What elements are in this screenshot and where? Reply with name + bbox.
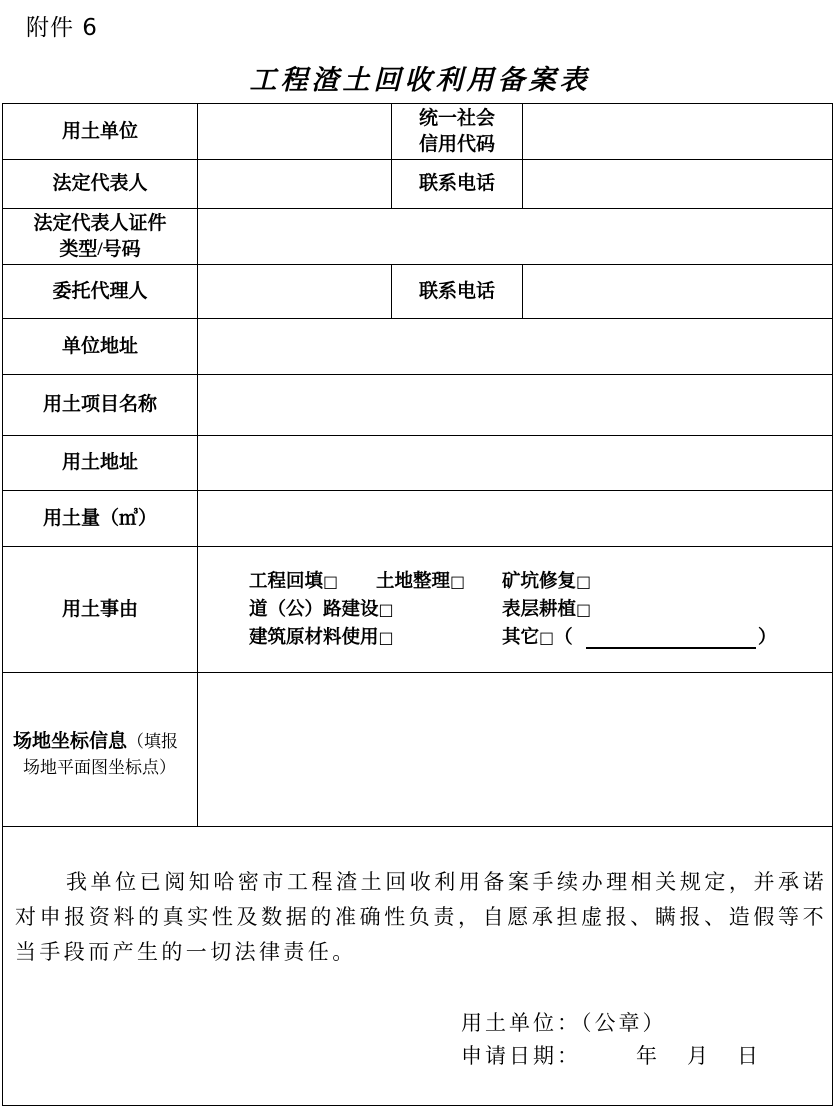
row-coordinates xyxy=(3,673,833,827)
seal-label: 用土单位：（公章） xyxy=(461,1010,667,1035)
option-building-material[interactable]: 建筑原材料使用□ xyxy=(249,627,394,648)
label-project-name: 用土项目名称 xyxy=(3,375,198,436)
field-agent-phone[interactable] xyxy=(523,265,833,319)
label-soil-address: 用土地址 xyxy=(3,436,198,491)
date-day-label: 日 xyxy=(737,1043,761,1068)
label-credit-code xyxy=(392,104,523,160)
label-coordinates-title: 场地坐标信息 xyxy=(13,730,128,752)
field-coordinates[interactable] xyxy=(198,673,833,827)
label-soil-user-unit: 用土单位 xyxy=(3,104,198,160)
field-unit-address[interactable] xyxy=(198,319,833,375)
label-legal-rep-id xyxy=(3,209,198,265)
label-legal-rep: 法定代表人 xyxy=(3,160,198,209)
label-reason: 用土事由 xyxy=(3,547,198,673)
checkbox-mine-pit-repair[interactable]: □ xyxy=(576,571,592,591)
declaration-text: 我单位已阅知哈密市工程渣土回收利用备案手续办理相关规定，并承诺对申报资料的真实性及数据的准确性负责，自愿承担虚报、瞒报、造假等不当手段而产生的一切法律责任。 xyxy=(15,869,827,964)
date-month-label: 月 xyxy=(687,1043,711,1068)
label-soil-volume: 用土量（㎥） xyxy=(3,491,198,547)
option-topsoil-planting[interactable]: 表层耕植□ xyxy=(502,599,592,620)
date-year-label: 年 xyxy=(636,1043,660,1068)
row-agent xyxy=(3,265,833,319)
field-legal-rep-phone[interactable] xyxy=(523,160,833,209)
label-legal-rep-id-line1: 法定代表人证件 xyxy=(33,212,167,234)
label-coordinates-note1: （填报 xyxy=(127,731,179,751)
checkbox-other[interactable]: □ xyxy=(539,627,555,647)
row-legal-rep xyxy=(3,160,833,209)
label-unit-address: 单位地址 xyxy=(3,319,198,375)
option-mine-pit-repair[interactable]: 矿坑修复□ xyxy=(502,571,592,592)
field-project-name[interactable] xyxy=(198,375,833,436)
document-title: 工程渣土回收利用备案表 xyxy=(249,65,591,96)
field-soil-user-unit[interactable] xyxy=(198,104,392,160)
option-land-consolidation[interactable]: 土地整理□ xyxy=(376,571,466,592)
declaration-cell xyxy=(3,827,833,1106)
row-legal-rep-id xyxy=(3,209,833,265)
checkbox-backfill[interactable]: □ xyxy=(323,571,339,591)
checkbox-road-construction[interactable]: □ xyxy=(378,599,394,619)
date-label: 申请日期： xyxy=(461,1043,581,1068)
other-open-paren: （ xyxy=(554,627,573,648)
field-credit-code[interactable] xyxy=(523,104,833,160)
option-backfill[interactable]: 工程回填□ xyxy=(249,571,339,592)
filing-form-table xyxy=(2,103,833,1106)
row-unit-address xyxy=(3,319,833,375)
field-legal-rep[interactable] xyxy=(198,160,392,209)
reason-options-cell xyxy=(198,547,833,673)
label-agent: 委托代理人 xyxy=(3,265,198,319)
checkbox-land-consolidation[interactable]: □ xyxy=(450,571,466,591)
label-legal-rep-phone: 联系电话 xyxy=(392,160,523,209)
label-coordinates xyxy=(3,673,198,827)
row-soil-user-unit xyxy=(3,104,833,160)
field-soil-address[interactable] xyxy=(198,436,833,491)
option-road-construction[interactable]: 道（公）路建设□ xyxy=(249,599,394,620)
row-project-name xyxy=(3,375,833,436)
checkbox-building-material[interactable]: □ xyxy=(378,627,394,647)
option-other[interactable]: 其它□（ xyxy=(502,627,573,648)
label-credit-code-line2: 信用代码 xyxy=(418,133,495,155)
label-legal-rep-id-line2: 类型/号码 xyxy=(59,238,141,260)
label-agent-phone: 联系电话 xyxy=(392,265,523,319)
attachment-label: 附件 6 xyxy=(26,15,98,41)
label-coordinates-line1 xyxy=(13,726,178,753)
other-close-paren: ） xyxy=(758,627,777,648)
row-reason xyxy=(3,547,833,673)
other-reason-input[interactable] xyxy=(586,647,756,649)
field-soil-volume[interactable] xyxy=(198,491,833,547)
row-declaration xyxy=(3,827,833,1106)
row-soil-volume xyxy=(3,491,833,547)
row-soil-address xyxy=(3,436,833,491)
label-credit-code-line1: 统一社会 xyxy=(418,107,495,129)
label-coordinates-note2: 场地平面图坐标点） xyxy=(23,757,176,777)
field-legal-rep-id[interactable] xyxy=(198,209,833,265)
checkbox-topsoil-planting[interactable]: □ xyxy=(576,599,592,619)
field-agent[interactable] xyxy=(198,265,392,319)
